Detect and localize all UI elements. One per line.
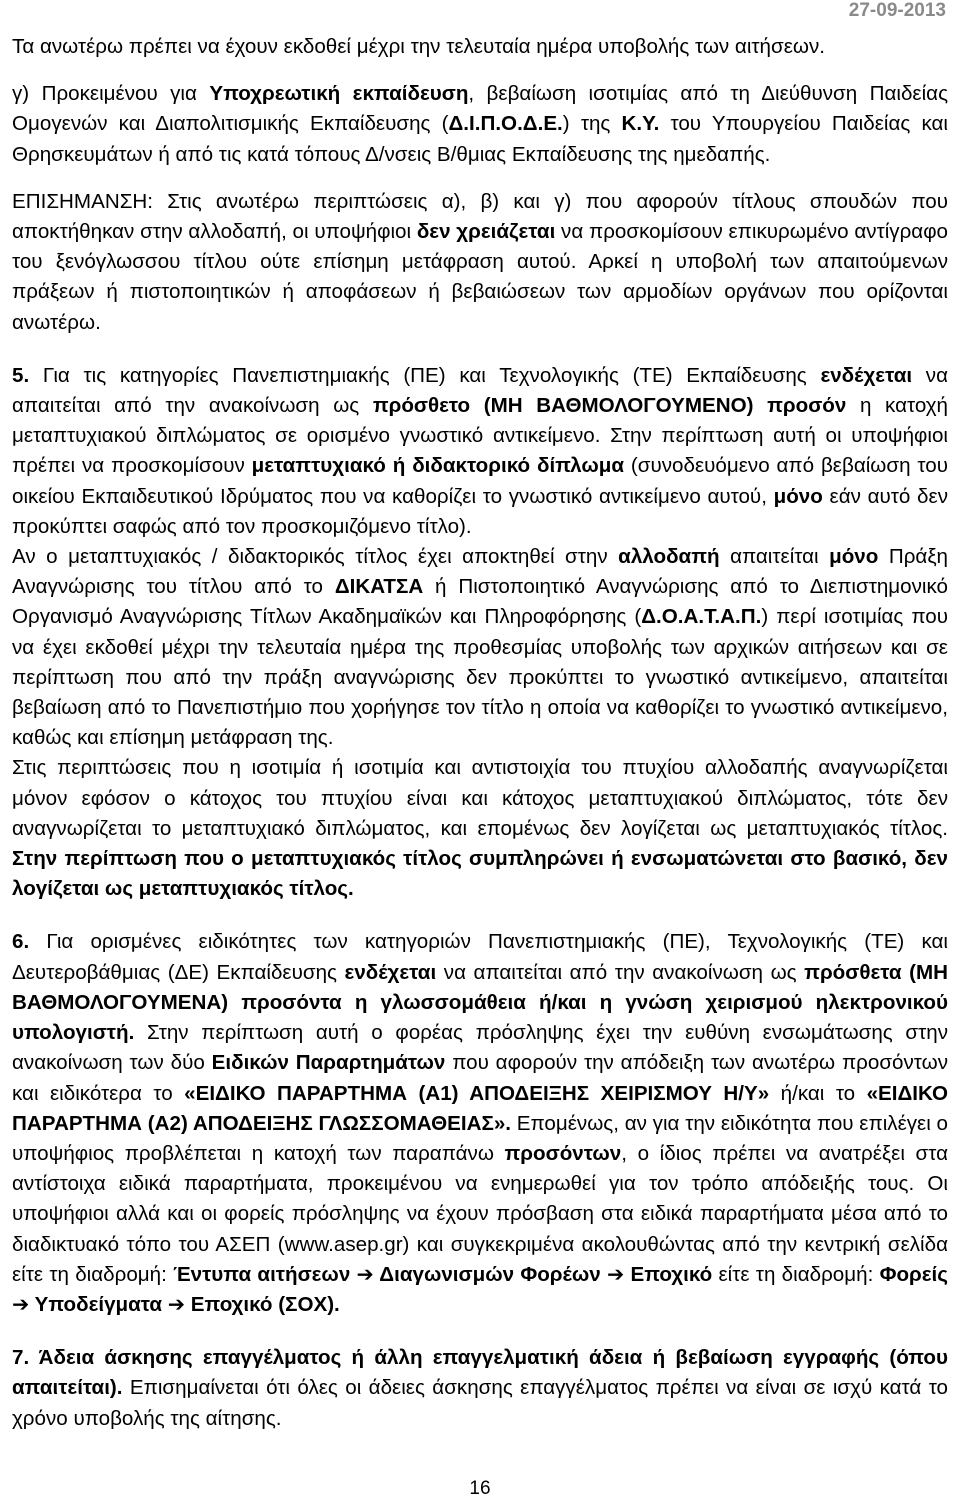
paragraph-item-6: 6. Για ορισμένες ειδικότητες των κατηγοριών Πανεπιστημιακής (ΠΕ), Τεχνολογικής (ΤΕ) και Δευτεροβάθμιας (ΔΕ) Εκπαίδευσης ενδέχεται να απαιτείται από την ανακοίνωση ως πρόσθετα (ΜΗ ΒΑΘΜΟΛΟΓΟΥΜΕΝΑ) προσόντα η γλωσσομάθεια ή/και η γνώση χειρισμού ηλεκτρονικού υπολογιστή. Στην περίπτωση αυτή ο φορέας πρόσληψης έχει την ευθύνη ενσωμάτωσης στην ανακοίνωση των δύο Ειδικών Παραρτημάτων που αφορούν την απόδειξη των ανωτέρω προσόντων και ειδικότερα το «ΕΙΔΙΚΟ ΠΑΡΑΡΤΗΜΑ (Α1) ΑΠΟΔΕΙΞΗΣ ΧΕΙΡΙΣΜΟΥ Η/Υ» ή/και το «ΕΙΔΙΚΟ ΠΑΡΑΡΤΗΜΑ (Α2) ΑΠΟΔΕΙΞΗΣ ΓΛΩΣΣΟΜΑΘΕΙΑΣ». Επομένως, αν για την ειδικότητα που επιλέγει ο υποψήφιος προβλέπεται η κατοχή των παραπάνω προσόντων, ο ίδιος πρέπει να ανατρέξει στα αντίστοιχα ειδικά παραρτήματα, προκειμένου να ενημερωθεί για τον τρόπο απόδειξής τους. Οι υποψήφιοι αλλά και οι φορείς πρόσληψης να έχουν πρόσβαση στα ειδικά παραρτήματα μέσα από το διαδικτυακό τόπο του ΑΣΕΠ (www.asep.gr) και συγκεκριμένα ακολουθώντας από την κεντρική σελίδα είτε τη διαδρομή: Έντυπα αιτήσεων ➔ Διαγωνισμών Φορέων ➔ Εποχικό είτε τη διαδρομή: Φορείς ➔ Υποδείγματα ➔ Εποχικό (ΣΟΧ). bbox=[12, 930, 949, 1316]
paragraph-deadline: Τα ανωτέρω πρέπει να έχουν εκδοθεί μέχρι την τελευταία ημέρα υποβολής των αιτήσεων. bbox=[12, 35, 825, 58]
page-body bbox=[12, 32, 948, 1434]
paragraph-item-5: 5. Για τις κατηγορίες Πανεπιστημιακής (ΠΕ) και Τεχνολογικής (ΤΕ) Εκπαίδευσης ενδέχεται να απαιτείται από την ανακοίνωση ως πρόσθετο (ΜΗ ΒΑΘΜΟΛΟΓΟΥΜΕΝΟ) προσόν η κατοχή μεταπτυχιακού διπλώματος σε ορισμένο γνωστικό αντικείμενο. Στην περίπτωση αυτή οι υποψήφιοι πρέπει να προσκομίσουν μεταπτυχιακό ή διδακτορικό δίπλωμα (συνοδευόμενο από βεβαίωση του οικείου Εκπαιδευτικού Ιδρύματος που να καθορίζει το γνωστικό αντικείμενο αυτού, μόνο εάν αυτό δεν προκύπτει σαφώς από τον προσκομιζόμενο τίτλο). bbox=[12, 363, 948, 538]
paragraph-item-7: 7. Άδεια άσκησης επαγγέλματος ή άλλη επαγγελματική άδεια ή βεβαίωση εγγραφής (όπου απαιτείται). Επισημαίνεται ότι όλες οι άδειες άσκησης επαγγέλματος πρέπει να είναι σε ισχύ κατά το χρόνο υποβολής της αίτησης. bbox=[12, 1346, 948, 1430]
paragraph-item-5-foreign: Αν ο μεταπτυχιακός / διδακτορικός τίτλος έχει αποκτηθεί στην αλλοδαπή απαιτείται μόνο Πράξη Αναγνώρισης του τίτλου από το ΔΙΚΑΤΣΑ ή Πιστοποιητικό Αναγνώρισης από το Διεπιστημονικό Οργανισμό Αναγνώρισης Τίτλων Ακαδημαϊκών και Πληροφόρησης (Δ.Ο.Α.Τ.Α.Π.) περί ισοτιμίας που να έχει εκδοθεί μέχρι την τελευταία ημέρα της προθεσμίας υποβολής των αρχικών αιτήσεων και σε περίπτωση που από την πράξη αναγνώρισης δεν προκύπτει το γνωστικό αντικείμενο, απαιτείται βεβαίωση από το Πανεπιστήμιο που χορήγησε τον τίτλο η οποία να καθορίζει το γνωστικό αντικείμενο, καθώς και επίσημη μετάφραση της. bbox=[12, 545, 949, 750]
paragraph-note: ΕΠΙΣΗΜΑΝΣΗ: Στις ανωτέρω περιπτώσεις α), β) και γ) που αφορούν τίτλους σπουδών που αποκτήθηκαν στην αλλοδαπή, οι υποψήφιοι δεν χρειάζεται να προσκομίσουν επικυρωμένο αντίγραφο του ξενόγλωσσου τίτλου ούτε επίσημη μετάφραση αυτού. Αρκεί η υποβολή των απαιτούμενων πράξεων ή πιστοποιητικών ή αποφάσεων ή βεβαιώσεων των αρμοδίων οργάνων που ορίζονται ανωτέρω. bbox=[12, 189, 948, 334]
header-date: 27-09-2013 bbox=[848, 0, 946, 21]
paragraph-item-5-equivalence: Στις περιπτώσεις που η ισοτιμία ή ισοτιμία και αντιστοιχία του πτυχίου αλλοδαπής αναγνωρίζεται μόνον εφόσον ο κάτοχος του πτυχίου είναι και κάτοχος μεταπτυχιακού διπλώματος, τότε δεν αναγνωρίζεται το μεταπτυχιακό διπλώματος, και επομένως δεν λογίζεται ως μεταπτυχιακός τίτλος. Στην περίπτωση που ο μεταπτυχιακός τίτλος συμπληρώνει ή ενσωματώνεται στο βασικό, δεν λογίζεται ως μεταπτυχιακός τίτλος. bbox=[12, 756, 948, 901]
page-number: 16 bbox=[469, 1478, 491, 1499]
paragraph-case-g: γ) Προκειμένου για Υποχρεωτική εκπαίδευση, βεβαίωση ισοτιμίας από τη Διεύθυνση Παιδείας Ομογενών και Διαπολιτισμικής Εκπαίδευσης (Δ.Ι.Π.Ο.Δ.Ε.) της Κ.Υ. του Υπουργείου Παιδείας και Θρησκευμάτων ή από τις κατά τόπους Δ/νσεις Β/θμιας Εκπαίδευσης της ημεδαπής. bbox=[12, 82, 949, 166]
